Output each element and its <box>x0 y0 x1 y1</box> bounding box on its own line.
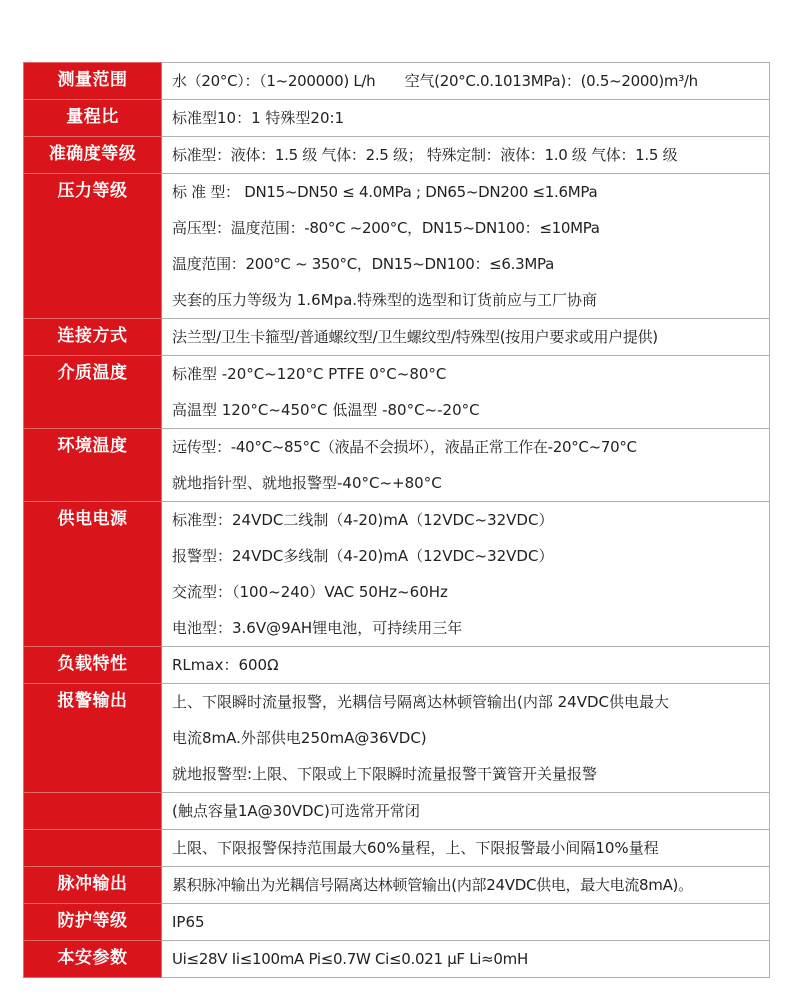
spec-value-cell <box>162 174 770 319</box>
spec-value-line: IP65 <box>172 913 205 931</box>
spec-label-cell <box>24 502 162 647</box>
spec-label-cell <box>24 174 162 319</box>
spec-row <box>24 100 770 137</box>
spec-label: 量程比 <box>66 107 119 127</box>
spec-label-cell <box>24 793 162 830</box>
spec-value-line: 高温型 120°C~450°C 低温型 -80°C~-20°C <box>172 401 480 419</box>
spec-row <box>24 647 770 684</box>
spec-value-line: 交流型：（100~240）VAC 50Hz~60Hz <box>172 583 448 601</box>
spec-value-cell <box>162 647 770 684</box>
spec-label-cell <box>24 137 162 174</box>
spec-label-cell <box>24 684 162 793</box>
spec-value-line: 温度范围：200°C ~ 350°C，DN15~DN100：≤6.3MPa <box>172 255 554 273</box>
spec-table-body <box>24 63 770 978</box>
spec-row <box>24 684 770 793</box>
spec-row <box>24 793 770 830</box>
spec-label: 介质温度 <box>57 363 128 383</box>
spec-label: 报警输出 <box>57 691 128 711</box>
spec-label: 脉冲输出 <box>57 874 128 894</box>
spec-value-line: 就地报警型:上限、下限或上下限瞬时流量报警干簧管开关量报警 <box>172 765 598 783</box>
spec-label: 压力等级 <box>57 181 128 201</box>
spec-row <box>24 137 770 174</box>
spec-label-cell <box>24 867 162 904</box>
spec-value-cell <box>162 63 770 100</box>
spec-value-line: (触点容量1A@30VDC)可选常开常闭 <box>172 802 420 820</box>
spec-value-line: Ui≤28V Ii≤100mA Pi≤0.7W Ci≤0.021 μF Li≈0mH <box>172 950 528 968</box>
spec-table <box>23 62 770 978</box>
spec-value-line: 电流8mA.外部供电250mA@36VDC) <box>172 729 427 747</box>
spec-row <box>24 830 770 867</box>
spec-row <box>24 174 770 319</box>
spec-label-cell <box>24 63 162 100</box>
spec-value-line: RLmax：600Ω <box>172 656 279 674</box>
spec-value-cell <box>162 100 770 137</box>
spec-label: 负载特性 <box>57 654 128 674</box>
spec-row <box>24 356 770 429</box>
spec-label: 本安参数 <box>57 948 128 968</box>
spec-row <box>24 502 770 647</box>
spec-value-cell <box>162 429 770 502</box>
spec-label-cell <box>24 356 162 429</box>
spec-row <box>24 319 770 356</box>
spec-label-cell <box>24 941 162 978</box>
spec-value-cell <box>162 356 770 429</box>
spec-value-line: 就地指针型、就地报警型-40°C~+80°C <box>172 474 442 492</box>
spec-value-line: 标 准 型： DN15~DN50 ≤ 4.0MPa ; DN65~DN200 ≤1.6MPa <box>172 183 598 201</box>
spec-value-cell <box>162 137 770 174</box>
spec-label-cell <box>24 429 162 502</box>
spec-label-cell <box>24 647 162 684</box>
spec-value-cell <box>162 319 770 356</box>
spec-value-line: 标准型：24VDC二线制（4-20)mA（12VDC~32VDC） <box>172 511 554 529</box>
spec-value-cell <box>162 904 770 941</box>
spec-value-cell <box>162 867 770 904</box>
spec-value-line: 电池型：3.6V@9AH锂电池，可持续用三年 <box>172 619 463 637</box>
spec-label-cell <box>24 904 162 941</box>
spec-value-line: 报警型：24VDC多线制（4-20)mA（12VDC~32VDC） <box>172 547 554 565</box>
spec-label: 测量范围 <box>57 70 128 90</box>
spec-value-cell <box>162 830 770 867</box>
spec-value-cell <box>162 941 770 978</box>
spec-row <box>24 941 770 978</box>
spec-label: 防护等级 <box>57 911 128 931</box>
spec-value-line: 上限、下限报警保持范围最大60%量程，上、下限报警最小间隔10%量程 <box>172 839 659 857</box>
spec-value-line: 累积脉冲输出为光耦信号隔离达林顿管输出(内部24VDC供电，最大电流8mA)。 <box>172 876 693 894</box>
spec-value-line: 上、下限瞬时流量报警，光耦信号隔离达林顿管输出(内部 24VDC供电最大 <box>172 693 669 711</box>
spec-label-cell <box>24 319 162 356</box>
spec-value-line: 水（20°C）：（1~200000) L/h 空气(20°C.0.1013MPa)：(0.5~2000)m³/h <box>172 72 698 90</box>
spec-value-line: 法兰型/卫生卡箍型/普通螺纹型/卫生螺纹型/特殊型(按用户要求或用户提供) <box>172 328 658 346</box>
spec-row <box>24 904 770 941</box>
spec-value-cell <box>162 684 770 793</box>
spec-label-cell <box>24 830 162 867</box>
spec-value-line: 标准型10：1 特殊型20:1 <box>172 109 345 127</box>
spec-row <box>24 867 770 904</box>
spec-label: 环境温度 <box>57 436 128 456</box>
spec-row <box>24 429 770 502</box>
spec-label: 供电电源 <box>57 509 128 529</box>
spec-label: 连接方式 <box>57 326 128 346</box>
spec-value-line: 远传型：-40°C~85°C（液晶不会损坏），液晶正常工作在-20°C~70°C <box>172 438 637 456</box>
spec-label: 准确度等级 <box>48 144 137 164</box>
spec-label-cell <box>24 100 162 137</box>
spec-row <box>24 63 770 100</box>
spec-value-cell <box>162 793 770 830</box>
spec-value-line: 高压型：温度范围：-80°C ~200°C，DN15~DN100：≤10MPa <box>172 219 600 237</box>
spec-value-line: 标准型：液体：1.5 级 气体：2.5 级； 特殊定制：液体：1.0 级 气体：1.5 级 <box>172 146 678 164</box>
spec-value-line: 标准型 -20°C~120°C PTFE 0°C~80°C <box>172 365 447 383</box>
spec-value-line: 夹套的压力等级为 1.6Mpa.特殊型的选型和订货前应与工厂协商 <box>172 291 598 309</box>
spec-value-cell <box>162 502 770 647</box>
